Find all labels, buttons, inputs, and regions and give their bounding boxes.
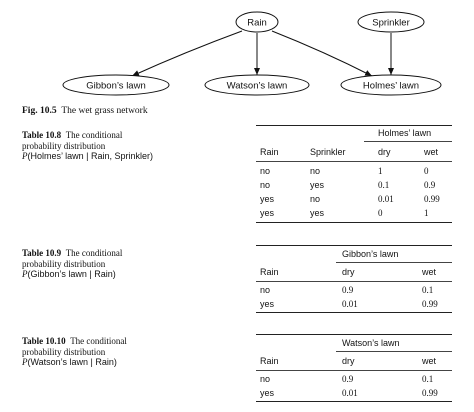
node-gibbons-lawn-label: Gibbon’s lawn <box>86 80 146 92</box>
column-header-sprinkler: Sprinkler <box>310 147 346 157</box>
column-header-wet: wet <box>424 147 439 157</box>
table-cell: 0.99 <box>422 388 438 398</box>
wet-grass-network <box>0 0 474 104</box>
formula-args: (Gibbon’s lawn | Rain) <box>27 269 116 279</box>
caption-line: The conditional <box>65 130 123 140</box>
table-cell: 0.1 <box>378 180 390 190</box>
node-holmes-lawn-label: Holmes’ lawn <box>362 80 420 92</box>
column-header-dry: dry <box>342 356 355 366</box>
node-sprinkler <box>358 12 424 32</box>
table-10-10 <box>256 334 452 402</box>
formula-p: P <box>22 151 28 161</box>
node-watsons-lawn-label: Watson’s lawn <box>226 80 288 92</box>
rule-top <box>256 125 452 126</box>
table-cell: 0.99 <box>422 299 438 309</box>
table-cell: 1 <box>378 166 383 176</box>
table-cell: yes <box>260 388 275 398</box>
table-10-9-caption <box>22 248 202 280</box>
column-header-wet: wet <box>422 267 437 277</box>
table-cell: yes <box>310 180 325 190</box>
node-watsons-lawn <box>205 75 309 95</box>
formula-p: P <box>22 357 28 367</box>
figure-number: Fig. 10.5 <box>22 106 57 116</box>
caption-formula <box>22 357 202 368</box>
rule-group <box>336 351 452 352</box>
caption-line: The conditional <box>65 248 123 258</box>
table-cell: yes <box>260 208 275 218</box>
group-header: Holmes’ lawn <box>378 128 432 138</box>
table-cell: 0.01 <box>378 194 394 204</box>
table-cell: 0.1 <box>422 285 434 295</box>
table-cell: no <box>260 374 271 384</box>
column-header-rain: Rain <box>260 267 279 277</box>
column-header-dry: dry <box>378 147 391 157</box>
group-header: Watson’s lawn <box>342 338 400 348</box>
table-10-8-caption <box>22 130 202 162</box>
caption-formula <box>22 269 202 280</box>
caption-line: probability distribution <box>22 258 106 269</box>
table-cell: no <box>260 180 271 190</box>
rule-bottom <box>256 401 452 402</box>
table-cell: 0.01 <box>342 388 358 398</box>
rule-bottom <box>256 312 452 313</box>
table-cell: 0.01 <box>342 299 358 309</box>
caption-line: probability distribution <box>22 140 106 151</box>
column-header-rain: Rain <box>260 356 279 366</box>
column-header-rain: Rain <box>260 147 279 157</box>
node-rain <box>236 12 278 32</box>
rule-header <box>256 281 452 282</box>
rule-bottom <box>256 222 452 223</box>
edge-rain-holmes <box>272 31 372 76</box>
rule-top <box>256 245 452 246</box>
figure-title: The wet grass network <box>61 106 148 116</box>
table-cell: yes <box>310 208 325 218</box>
formula-args: (Holmes’ lawn | Rain, Sprinkler) <box>27 151 154 161</box>
rule-header <box>256 370 452 371</box>
column-header-dry: dry <box>342 267 355 277</box>
column-header-wet: wet <box>422 356 437 366</box>
rule-group <box>364 141 452 142</box>
table-10-8 <box>256 125 452 225</box>
table-cell: 0 <box>424 166 429 176</box>
formula-p: P <box>22 269 28 279</box>
caption-line: The conditional <box>70 336 127 346</box>
figure-caption <box>22 106 148 116</box>
group-header: Gibbon’s lawn <box>342 249 399 259</box>
rule-top <box>256 334 452 335</box>
table-cell: 0.99 <box>424 194 440 204</box>
table-cell: 1 <box>424 208 429 218</box>
node-gibbons-lawn <box>63 75 169 95</box>
formula-args: (Watson’s lawn | Rain) <box>27 357 117 367</box>
table-cell: no <box>260 166 271 176</box>
node-rain-label: Rain <box>247 17 267 29</box>
table-cell: 0.1 <box>422 374 434 384</box>
node-sprinkler-label: Sprinkler <box>372 17 410 29</box>
caption-formula <box>22 151 202 162</box>
table-cell: no <box>310 166 321 176</box>
rule-header <box>256 161 452 162</box>
table-number: Table 10.9 <box>22 248 62 258</box>
table-cell: 0.9 <box>424 180 436 190</box>
rule-group <box>336 262 452 263</box>
table-number: Table 10.8 <box>22 130 62 140</box>
node-holmes-lawn <box>341 75 441 95</box>
table-cell: yes <box>260 299 275 309</box>
table-number: Table 10.10 <box>22 336 66 346</box>
table-cell: 0 <box>378 208 383 218</box>
table-cell: no <box>310 194 321 204</box>
caption-line: probability distribution <box>22 346 106 357</box>
table-cell: yes <box>260 194 275 204</box>
table-cell: 0.9 <box>342 374 354 384</box>
table-cell: no <box>260 285 271 295</box>
table-10-9 <box>256 245 452 313</box>
table-cell: 0.9 <box>342 285 354 295</box>
edge-rain-gibbon <box>132 31 242 76</box>
table-10-10-caption <box>22 336 202 368</box>
